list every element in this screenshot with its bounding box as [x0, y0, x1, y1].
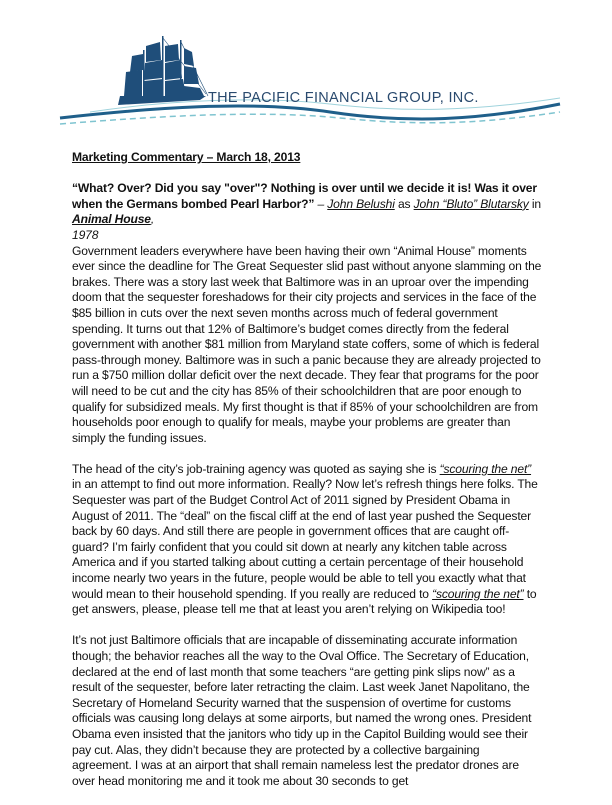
paragraph-2-before: The head of the city’s job-training agency was quoted as saying she is: [72, 461, 440, 476]
tall-ship-icon: [0, 0, 612, 140]
film-link[interactable]: Animal House: [72, 212, 151, 227]
epigraph-quote: [72, 181, 542, 243]
quote-in: in: [528, 196, 541, 211]
actor-link[interactable]: John Belushi: [327, 196, 395, 211]
quote-as: as: [394, 196, 414, 211]
paragraph-2-middle: in an attempt to find out more information. Really? Now let’s refresh things here folks. The Sequester was part of the Budget Control Act of 2011 signed by President Obama in August of 2011. The “deal” on the fiscal cliff at the end of last year pushed the Sequester back by 60 days. And still there are people in government offices that are caught off-guard? I’m fairly confident that you could sit down at nearly any kitchen table across America and if you started talking about cutting a certain percentage of their household income nearly two years in the future, people would be able to tell you exactly what that would mean to their household spending. If you really are reduced to: [72, 477, 538, 601]
letterhead: [0, 0, 612, 140]
quote-comma: ,: [150, 212, 155, 227]
scouring-the-net-link-2[interactable]: “scouring the net”: [432, 586, 524, 601]
document-body: [72, 150, 542, 805]
paragraph-2: [72, 462, 542, 618]
document-heading: Marketing Commentary – March 18, 2013: [72, 150, 301, 164]
quote-year: 1978: [72, 227, 99, 242]
quote-dash: –: [314, 196, 328, 211]
quote-text: “What? Over? Did you say "over"? Nothing is over until we decide it is! Was it over when the Germans bombed Pearl Harbor?”: [72, 181, 537, 211]
paragraph-2-after: to get answers, please, please tell me that at least you aren’t relying on Wikipedia too!: [72, 586, 537, 617]
paragraph-3: It’s not just Baltimore officials that are incapable of disseminating accurate information though; the behavior reaches all the way to the Oval Office. The Secretary of Education, declared at the end of last month that some teachers “are getting pink slips now” as a result of the sequester, before later retracting the claim. Last week Janet Napolitano, the Secretary of Homeland Security warned that the suspension of overtime for customs officials was causing long delays at some airports, but named the wrong ones. President Obama even insisted that the janitors who tidy up in the Capitol Building would see their pay cut. Alas, they didn’t because they are protected by a collective bargaining agreement. I was at an airport that shall remain nameless lest the predator drones are over head monitoring me and it took me about 30 seconds to get: [72, 633, 532, 788]
company-name: THE PACIFIC FINANCIAL GROUP, INC.: [208, 90, 479, 106]
scouring-the-net-link-1[interactable]: “scouring the net”: [439, 461, 532, 476]
paragraph-1: Government leaders everywhere have been having their own “Animal House” moments ever since the deadline for The Great Sequester slid past without anyone slamming on the brakes. There was a story last week that Baltimore was in an uproar over the impending doom that the sequester foreshadows for their city projects and services in the face of the $85 billion in cuts over the next seven months across much of federal government spending. It turns out that 12% of Baltimore’s budget comes directly from the federal government with another $81 million from Maryland state coffers, some of which is federal pass-through money. Baltimore was in such a panic because they are already projected to run a $750 million dollar deficit over the next decade. They fear that programs for the poor will need to be cut and the city has 85% of their schoolchildren that are poor enough to qualify for subsidized meals. My first thought is that if 85% of your schoolchildren are from households poor enough to qualify for meals, maybe your problems are greater than simply the funding issues.: [72, 243, 542, 445]
character-link[interactable]: John “Bluto” Blutarsky: [413, 196, 529, 211]
